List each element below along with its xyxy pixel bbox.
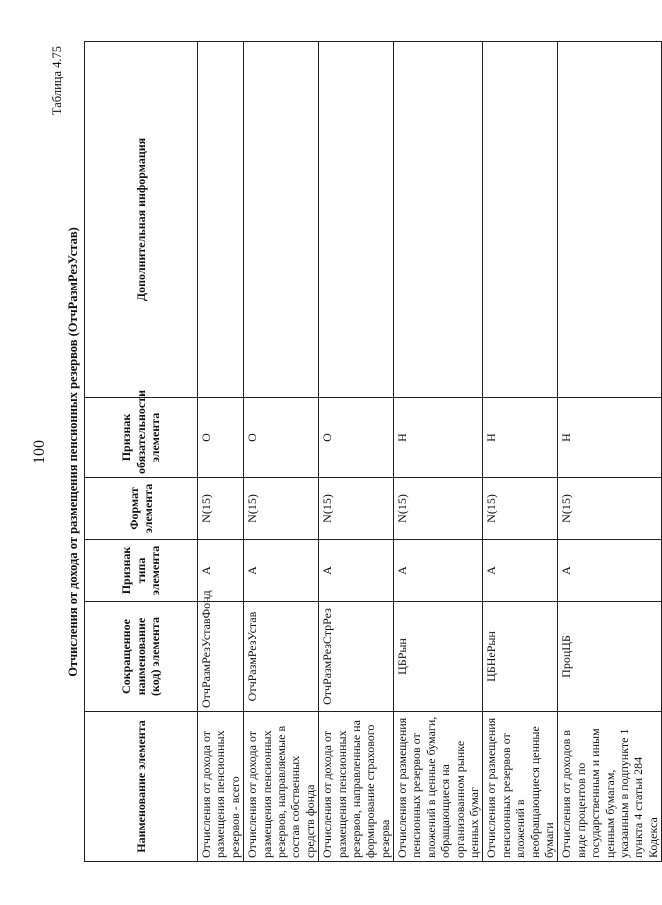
- table-row: [558, 42, 662, 862]
- cell-element-type: А: [394, 540, 483, 602]
- table-row: [244, 42, 319, 862]
- cell-element-name: Отчисления от дохода от размещения пенсионных резервов, направляемые в состав собственных средств фонда: [244, 712, 319, 862]
- header-element-code: Сокращенное наименование (код) элемента: [85, 602, 198, 712]
- header-element-type: Признак типа элемента: [85, 540, 198, 602]
- cell-element-code: ЦБРын: [394, 602, 483, 712]
- cell-element-name: Отчисления от дохода от размещения пенсионных резервов, направленные на формирование страхового резерва: [319, 712, 394, 862]
- cell-additional-info: [394, 42, 483, 398]
- cell-element-format: N(15): [394, 478, 483, 540]
- cell-element-required: Н: [558, 398, 662, 478]
- cell-element-required: О: [244, 398, 319, 478]
- cell-additional-info: [319, 42, 394, 398]
- rotated-page-content: [50, 42, 660, 862]
- cell-element-type: А: [198, 540, 244, 602]
- header-element-format: Формат элемента: [85, 478, 198, 540]
- cell-element-required: О: [319, 398, 394, 478]
- cell-element-required: Н: [483, 398, 558, 478]
- cell-element-format: N(15): [558, 478, 662, 540]
- cell-element-code: ОтчРазмРезСтрРез: [319, 602, 394, 712]
- cell-element-name: Отчисления от размещения пенсионных резервов от вложений в ценные бумаги, обращающиеся на организованном рынке ценных бумаг: [394, 712, 483, 862]
- cell-element-format: N(15): [198, 478, 244, 540]
- cell-element-code: ОтчРазмРезУстав: [244, 602, 319, 712]
- cell-element-name: Отчисления от размещения пенсионных резервов от вложений в необращающиеся ценные бумаги: [483, 712, 558, 862]
- elements-table: [84, 41, 662, 862]
- table-label: Таблица 4.75: [50, 46, 64, 116]
- cell-additional-info: [558, 42, 662, 398]
- header-element-name: Наименование элемента: [85, 712, 198, 862]
- cell-element-format: N(15): [483, 478, 558, 540]
- cell-element-format: N(15): [244, 478, 319, 540]
- table-row: [198, 42, 244, 862]
- cell-element-type: А: [319, 540, 394, 602]
- table-row: [394, 42, 483, 862]
- table-row: [319, 42, 394, 862]
- cell-element-code: ПроцЦБ: [558, 602, 662, 712]
- table-title: Отчисления от дохода от размещения пенсионных резервов (ОтчРазмРезУстав): [66, 227, 80, 677]
- cell-additional-info: [244, 42, 319, 398]
- page-number: 100: [31, 440, 48, 464]
- cell-element-name: Отчисления от доходов в виде процентов по государственным и иным ценным бумагам, указанным в подпункте 1 пункта 4 статьи 284 Кодекса: [558, 712, 662, 862]
- cell-element-format: N(15): [319, 478, 394, 540]
- cell-element-name: Отчисления от дохода от размещения пенсионных резервов - всего: [198, 712, 244, 862]
- header-element-required: Признак обязательности элемента: [85, 398, 198, 478]
- cell-additional-info: [198, 42, 244, 398]
- cell-element-type: А: [558, 540, 662, 602]
- cell-additional-info: [483, 42, 558, 398]
- cell-element-code: ЦБНеРын: [483, 602, 558, 712]
- cell-element-type: А: [483, 540, 558, 602]
- cell-element-required: Н: [394, 398, 483, 478]
- cell-element-type: А: [244, 540, 319, 602]
- table-header-row: [85, 42, 198, 862]
- header-additional-info: Дополнительная информация: [85, 42, 198, 398]
- cell-element-required: О: [198, 398, 244, 478]
- cell-element-code: ОтчРазмРезУставФонд: [198, 602, 244, 712]
- table-row: [483, 42, 558, 862]
